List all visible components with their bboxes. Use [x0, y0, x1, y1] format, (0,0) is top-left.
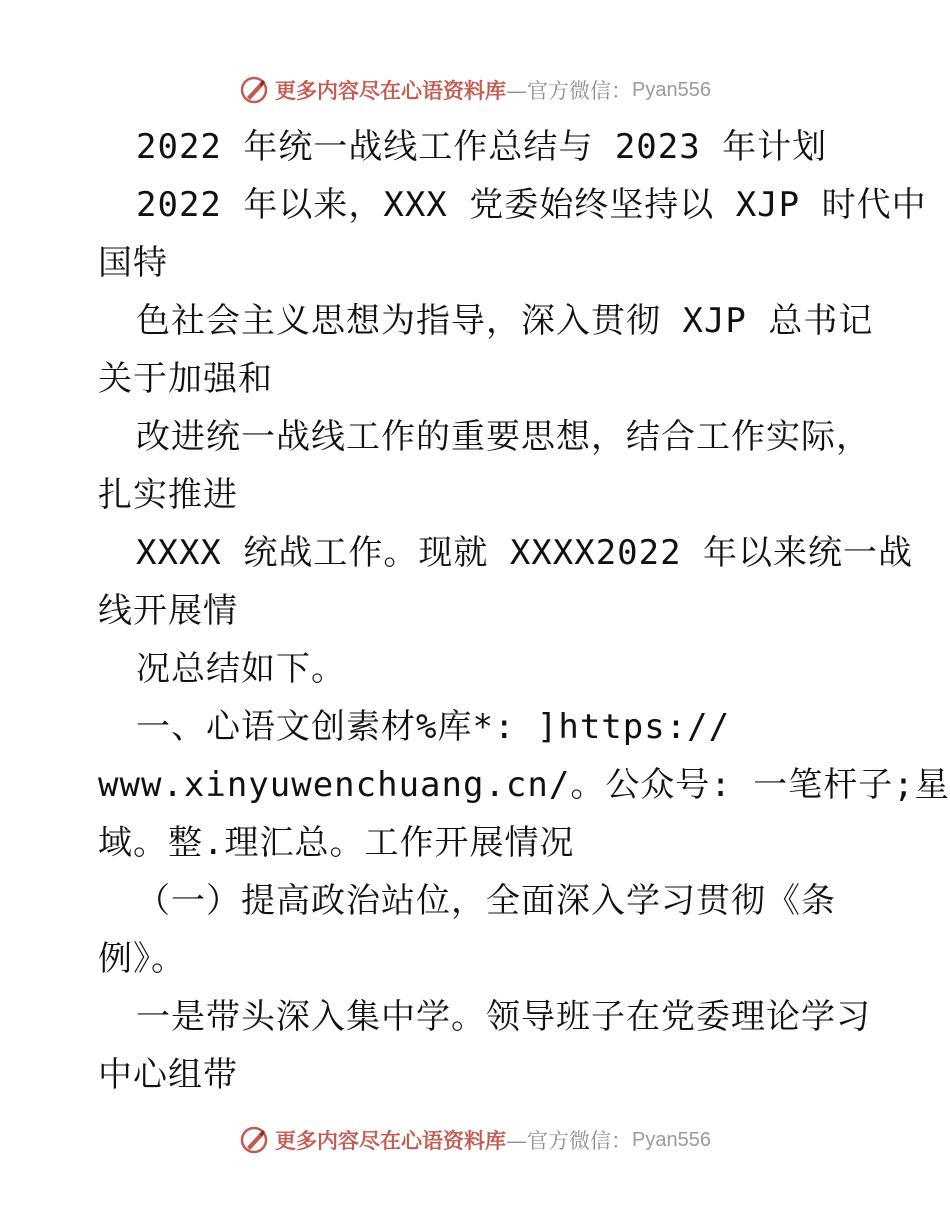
- body-line: XXXX 统战工作。现就 XXXX2022 年以来统一战: [136, 533, 914, 573]
- pen-logo-icon: [239, 1125, 269, 1155]
- pen-logo-icon: [239, 75, 269, 105]
- document-body: [98, 118, 950, 1104]
- body-line: 国特: [98, 243, 168, 283]
- watermark-separator: —官方微信：: [506, 79, 633, 103]
- body-line: 线开展情: [98, 591, 238, 631]
- body-line: 况总结如下。: [136, 649, 346, 689]
- subsection-heading: （一）提高政治站位，全面深入学习贯彻《条: [136, 881, 836, 921]
- section-heading: 一、心语文创素材%库*: ]https://: [136, 707, 731, 747]
- body-line: 扎实推进: [98, 475, 238, 515]
- watermark-separator: —官方微信：: [506, 1129, 633, 1153]
- body-line: 例》。: [98, 939, 186, 979]
- header-watermark: [0, 70, 950, 110]
- body-line: 2022 年以来，XXX 党委始终坚持以 XJP 时代中: [136, 185, 927, 225]
- body-line: www.xinyuwenchuang.cn/。公众号: 一笔杆子;星: [98, 765, 950, 805]
- document-title: 2022 年统一战线工作总结与 2023 年计划: [136, 127, 828, 167]
- watermark-wechat-id: Pyan556: [632, 78, 711, 101]
- watermark-wechat-id: Pyan556: [632, 1128, 711, 1151]
- body-line: 改进统一战线工作的重要思想，结合工作实际，: [136, 417, 871, 457]
- body-line: 中心组带: [98, 1055, 238, 1095]
- footer-watermark: [0, 1120, 950, 1160]
- watermark-main-text: 更多内容尽在心语资料库: [275, 1128, 507, 1153]
- body-line: 域。整.理汇总。工作开展情况: [98, 823, 575, 863]
- body-line: 一是带头深入集中学。领导班子在党委理论学习: [136, 997, 871, 1037]
- body-line: 关于加强和: [98, 359, 273, 399]
- body-line: 色社会主义思想为指导，深入贯彻 XJP 总书记: [136, 301, 874, 341]
- watermark-main-text: 更多内容尽在心语资料库: [275, 78, 507, 103]
